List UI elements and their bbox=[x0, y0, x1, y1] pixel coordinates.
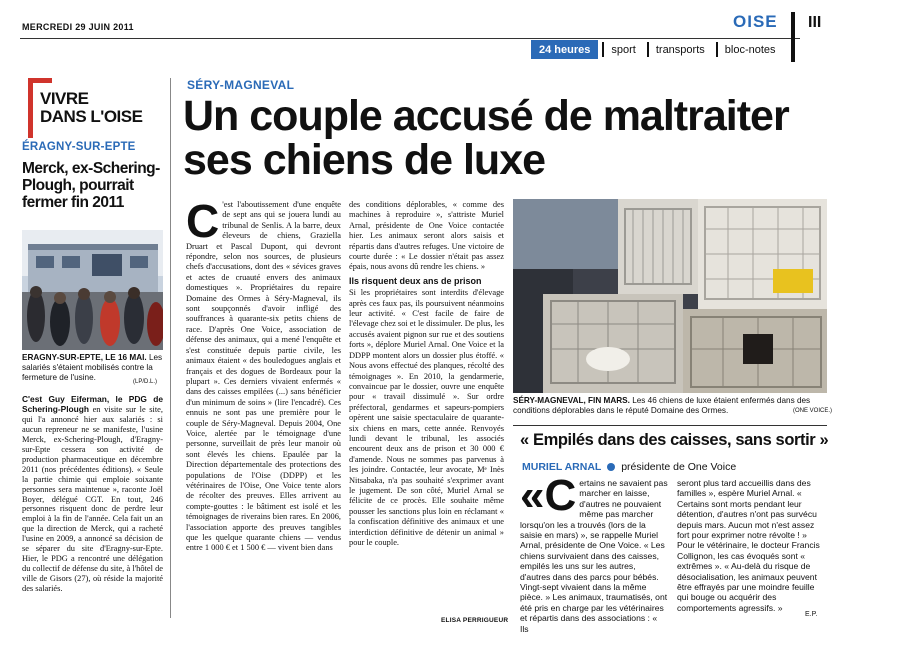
box-col2-text: seront plus tard accueillis dans des familles », espère Muriel Arnal. « Certains sont morts pendant leur détention, d'autres n'ont pas survécu depuis mars. Aucun mot n'est assez fort pour exprimer notre révolte ! » Pour le vétérinaire, le docteur Francis Collignon, les cas évoqués sont « extrêmes ». « Au-delà du risque de désocialisation, les animaux peuvent être effrayés par une moindre feuille qui bouge ou acquérir des comportements agressifs. » bbox=[677, 478, 820, 613]
main-caption-text: Les 46 chiens de luxe étaient enfermés dans des conditions déplorables dans le réputé Domaine des Ormes. bbox=[513, 396, 811, 415]
dog-cages-photo bbox=[513, 199, 827, 393]
left-headline: Merck, ex-Schering-Plough, pourrait fermer fin 2011 bbox=[22, 160, 160, 211]
article-dropcap: C bbox=[186, 195, 220, 247]
kicker-line-2: DANS L'OISE bbox=[40, 107, 143, 126]
article-subhead: Ils risquent deux ans de prison bbox=[349, 275, 482, 286]
left-caption-text: Les salariés s'étaient mobilisés contre la fermeture de l'usine. bbox=[22, 353, 163, 382]
box-quote-mark: «C bbox=[520, 471, 577, 520]
left-caption-lead: ERAGNY-SUR-EPTE, LE 16 MAI. bbox=[22, 353, 147, 362]
left-article-body bbox=[22, 395, 163, 594]
left-body-text: en visite sur le site, qui l'a annoncé hier aux salariés : si aucun repreneur ne se manifeste, l'usine Merck, ex-Schering-Plough, d'Eragny-sur-Epte cessera son activité de production pharmaceutique en décembre 2011 (nos précédentes éditions). « Seule la partie chimie qui emploie soixante personnes sera maintenue », raconte Joël Boyer, délégué CGT. En tout, 246 personnes risquent donc de perdre leur emploi à la fin de l'année. Cela fait un an que la direction de Merck, qui a racheté l'usine en 2009, a annoncé sa décision de se séparer du site d'Eragny-sur-Epte. Hier, le PDG a rencontré une délégation du collectif de défense du site, à l'hôtel de ville de Gisors (27), où réside la majorité des salariés. bbox=[22, 404, 163, 594]
header-rule bbox=[20, 38, 800, 39]
section-nav bbox=[531, 40, 783, 59]
article-col1-text: 'est l'aboutissement d'une enquête de sept ans qui se jouera lundi au tribunal de Senlis. A la barre, deux éleveurs de chiens, Graziella Druart et Pascal Dupont, qui devront répondre, selon nos sources, de plusieurs chefs d'accusations, dont des « sévices graves et actes de cruauté envers des animaux domestiques ». Propriétaires du repaire Domaine des Ormes à Séry-Magneval, ils sont soupçonnés d'avoir infligé des souffrances à quarante-six petits chiens de race. D'après One Voice, association de défense des animaux, qui a mené l'enquête et s'est constituée depuis partie civile, les animaux étaient « des bouledogues anglais et français et des dogues de Bordeaux pour la plupart ». Ces derniers vivaient enfermés « dans des caisses empilées (...) sans bénéficier d'un minimum de soins » (lire l'encadré). Ces ennuis ne sont pas une première pour le couple de Séry-Magneval. Depuis 2004, One Voice, alertée par le témoignage d'une personne, surveillait de près leur manoir où sont élevés les chiens. Epaulée par la Direction départementale des protections des populations de l'Oise (DDPP) et les vétérinaires de l'Oise, One Voice tente alors de récolter des preuves. Elles arrivent au compte-gouttes : le bâtiment est isolé et les témoignages de riverains bien rares. En 2006, l'association apporte des preuves tangibles que les quelque quarante chiens — vendus entre 1 000 € et 1 500 € — vivent bien dans bbox=[186, 200, 341, 553]
department-label: OISE bbox=[733, 12, 778, 31]
box-initials: E.P. bbox=[805, 611, 818, 618]
left-body-lead: C'est Guy Eiferman, le PDG de Schering-Plough bbox=[22, 394, 163, 414]
box-col1-text: ertains ne savaient pas marcher en laisse, d'autres ne pouvaient même pas marcher lorsqu'on les a trouvés (lors de la saisie en mars) », se rappelle Muriel Arnal, présidente de One Voice. « Les chiens survivaient dans des caisses, empilés les uns sur les autres, d'autres dans des parcs pour bébés. Vingt-sept vivaient dans la même pièce. » Les animaux, traumatisés, ont été pris en charge par les vétérinaires et répartis dans des associations : « Ils bbox=[520, 478, 668, 634]
left-photo-credit: (LP/D.L.) bbox=[133, 379, 158, 385]
box-rule bbox=[513, 425, 827, 426]
main-photo-credit: (ONE VOICE.) bbox=[793, 408, 833, 414]
nav-sport[interactable]: sport bbox=[602, 42, 642, 57]
nav-transports[interactable]: transports bbox=[647, 42, 712, 57]
kicker-line-1: VIVRE bbox=[40, 89, 89, 108]
left-place-label: ÉRAGNY-SUR-EPTE bbox=[22, 141, 136, 153]
box-column-2 bbox=[677, 478, 827, 613]
article-column-1 bbox=[186, 195, 341, 554]
nav-24-heures[interactable]: 24 heures bbox=[531, 40, 598, 59]
main-photo-caption bbox=[513, 396, 827, 416]
article-signature: ELISA PERRIGUEUR bbox=[441, 617, 509, 624]
issue-date: MERCREDI 29 JUIN 2011 bbox=[22, 22, 134, 32]
page-number: III bbox=[808, 14, 822, 31]
article-place-label: SÉRY-MAGNEVAL bbox=[187, 78, 295, 92]
article-col2-text-a: des conditions déplorables, « comme des machines à reproduire », s'attriste Muriel Arnal, présidente de One Voice contactée hier. Les animaux seront alors saisis et répartis dans d'autres refuges. Une victoire de courte durée : « Le dossier n'était pas assez épais, nous avons dû rendre les chiens. » bbox=[349, 200, 504, 272]
article-col2-text-b: Si les propriétaires sont interdits d'élevage après ces faux pas, ils poursuivent néanmoins leur activité. « C'est facile de faire de l'élevage chez soi et le dissimuler. De plus, les accusés avaient pignon sur rue et des soutiens forts », déplore Muriel Arnal. One Voice et la DDPP montent alors un dossier plus étoffé. « Nous avons effectué des planques, récolté des témoignages ». En 2010, la gendarmerie, convaincue par le dossier, ouvre une enquête pour « travail dissimulé ». Sur ordre préfectoral, gendarmes et sapeurs-pompiers opèrent une saisie spectaculaire de quarante-six chiens en mars, cette année. Renvoyés lundi devant le tribunal, les associés encourent deux ans de prison et 30 000 € d'amende. Nous ne sommes pas parvenus à les joindre. Contactée, leur avocate, Mᵉ Inès Nitsabaka, n'a pas souhaité s'exprimer avant le jugement. De son côté, Muriel Arnal se félicite de ce procès. Elle souhaite même pousser les sanctions plus loin en réclamant « la confiscation définitive des animaux et une interdiction définitive de détenir un animal » pour le couple. bbox=[349, 288, 505, 547]
header-divider bbox=[791, 12, 795, 62]
factory-protest-photo bbox=[22, 230, 163, 350]
box-column-1 bbox=[520, 471, 668, 634]
article-headline: Un couple accusé de maltraiter ses chiens de luxe bbox=[183, 92, 789, 184]
bullet-dot-icon bbox=[607, 463, 615, 471]
article-column-2 bbox=[349, 200, 504, 548]
nav-bloc-notes[interactable]: bloc-notes bbox=[716, 42, 783, 57]
column-separator bbox=[170, 78, 171, 618]
main-caption-lead: SÉRY-MAGNEVAL, FIN MARS. bbox=[513, 396, 630, 405]
box-title: « Empilés dans des caisses, sans sortir » bbox=[520, 431, 829, 449]
box-person-name: MURIEL ARNAL bbox=[522, 461, 602, 473]
box-person-role: présidente de One Voice bbox=[621, 461, 737, 473]
section-kicker bbox=[40, 90, 142, 126]
